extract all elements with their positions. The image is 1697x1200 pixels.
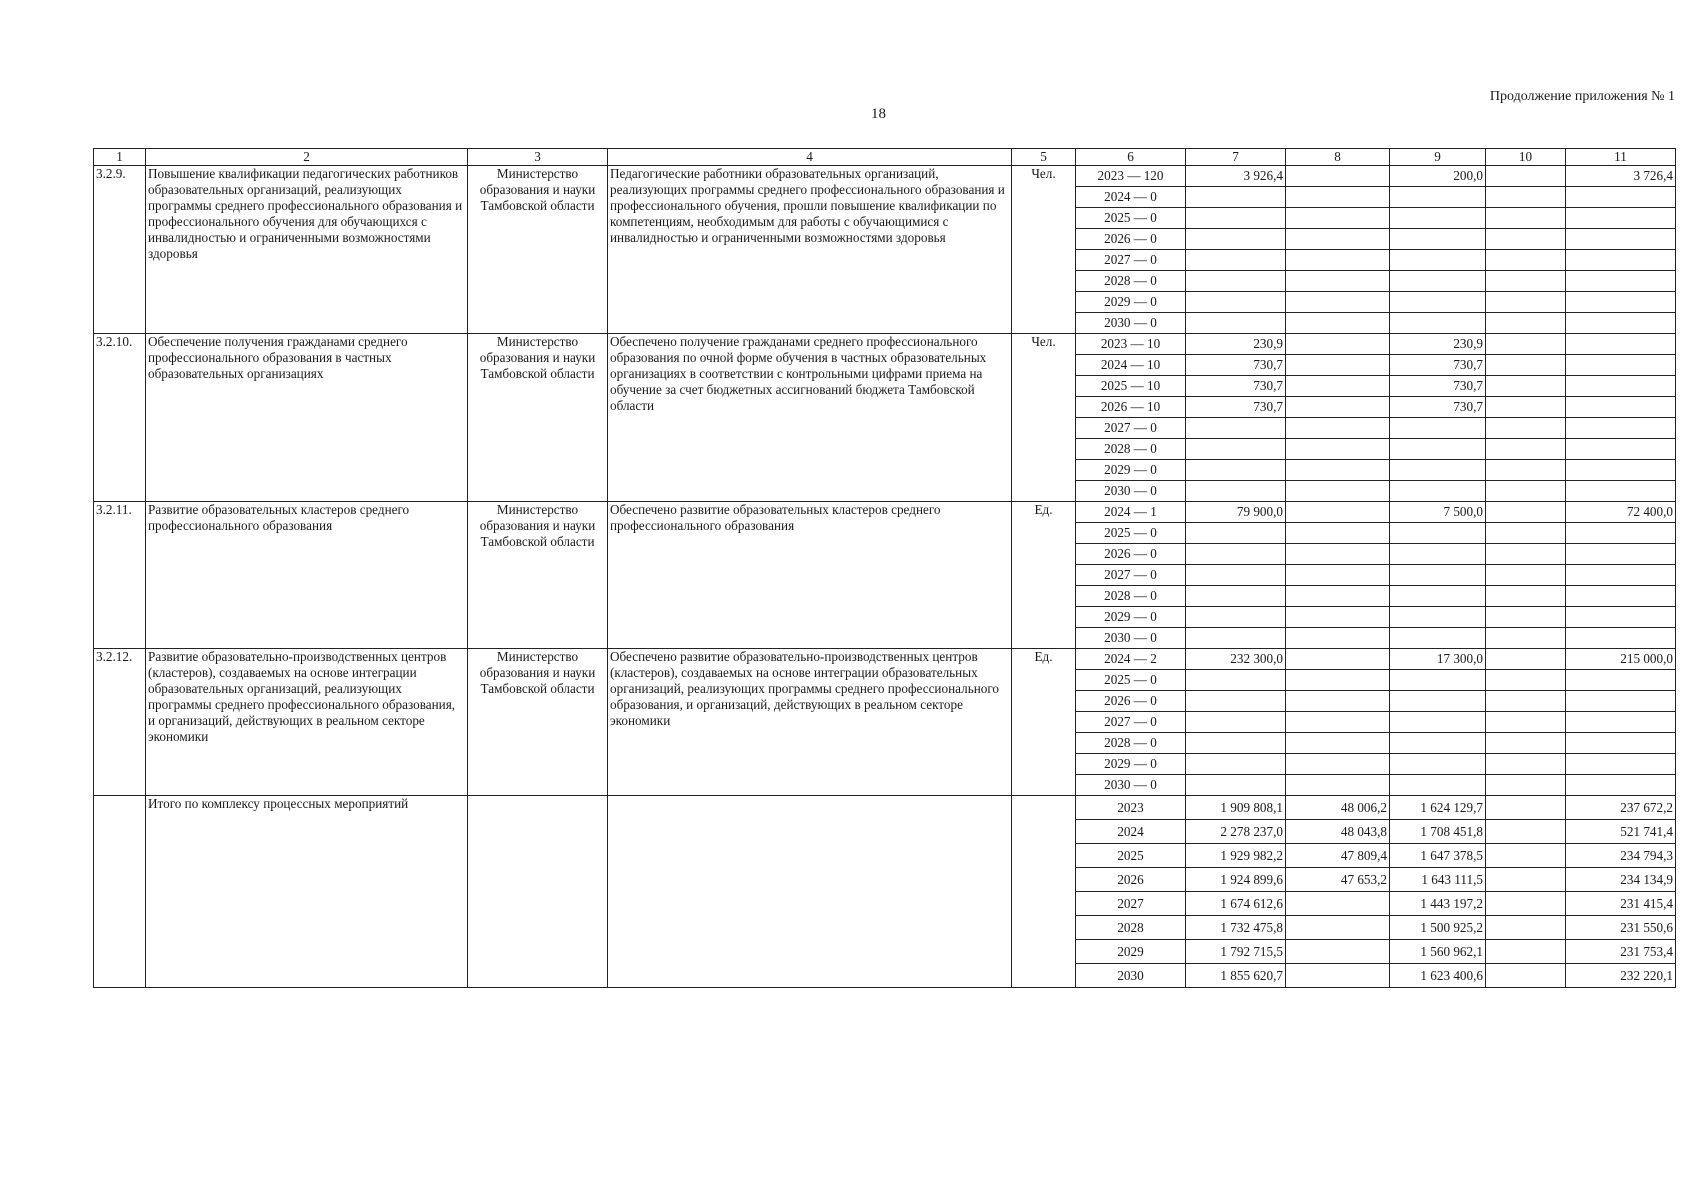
value-cell-c7 <box>1186 691 1286 712</box>
value-cell-c9 <box>1390 607 1486 628</box>
value-cell-c8 <box>1286 712 1390 733</box>
value-cell-c7: 3 926,4 <box>1186 166 1286 187</box>
value-cell-c7 <box>1186 586 1286 607</box>
value-cell-c11 <box>1566 355 1676 376</box>
column-header: 6 <box>1076 149 1186 166</box>
column-header: 5 <box>1012 149 1076 166</box>
year-cell: 2024 — 10 <box>1076 355 1186 376</box>
table-row <box>94 649 1676 670</box>
value-cell-c7: 2 278 237,0 <box>1186 820 1286 844</box>
value-cell-c10 <box>1486 628 1566 649</box>
value-cell-c9 <box>1390 439 1486 460</box>
value-cell-c11 <box>1566 187 1676 208</box>
year-cell: 2027 <box>1076 892 1186 916</box>
value-cell-c8: 47 809,4 <box>1286 844 1390 868</box>
value-cell-c9 <box>1390 712 1486 733</box>
measure-name: Повышение квалификации педагогических работников образовательных организаций, реализующих программы среднего профессионального образования и профессионального обучения для обучающихся с инвалидностью и ограниченными возможностями здоровья <box>146 166 468 334</box>
value-cell-c11 <box>1566 670 1676 691</box>
total-code-cell <box>94 796 146 988</box>
value-cell-c11: 3 726,4 <box>1566 166 1676 187</box>
value-cell-c7: 1 855 620,7 <box>1186 964 1286 988</box>
value-cell-c8 <box>1286 649 1390 670</box>
year-cell: 2029 — 0 <box>1076 754 1186 775</box>
unit-of-measure: Чел. <box>1012 166 1076 334</box>
year-cell: 2028 — 0 <box>1076 439 1186 460</box>
value-cell-c8 <box>1286 892 1390 916</box>
value-cell-c9 <box>1390 187 1486 208</box>
value-cell-c7 <box>1186 481 1286 502</box>
value-cell-c9 <box>1390 628 1486 649</box>
value-cell-c7 <box>1186 607 1286 628</box>
measure-name: Развитие образовательных кластеров среднего профессионального образования <box>146 502 468 649</box>
value-cell-c11 <box>1566 481 1676 502</box>
value-cell-c9: 730,7 <box>1390 376 1486 397</box>
total-ministry-cell <box>468 796 608 988</box>
value-cell-c11: 215 000,0 <box>1566 649 1676 670</box>
value-cell-c7: 1 909 808,1 <box>1186 796 1286 820</box>
value-cell-c8 <box>1286 481 1390 502</box>
value-cell-c7: 730,7 <box>1186 397 1286 418</box>
value-cell-c11: 231 415,4 <box>1566 892 1676 916</box>
year-cell: 2030 — 0 <box>1076 481 1186 502</box>
value-cell-c8 <box>1286 271 1390 292</box>
value-cell-c11 <box>1566 292 1676 313</box>
page-number: 18 <box>871 106 886 122</box>
value-cell-c8 <box>1286 775 1390 796</box>
value-cell-c9: 7 500,0 <box>1390 502 1486 523</box>
value-cell-c8 <box>1286 670 1390 691</box>
value-cell-c10 <box>1486 565 1566 586</box>
value-cell-c7: 79 900,0 <box>1186 502 1286 523</box>
value-cell-c10 <box>1486 868 1566 892</box>
value-cell-c8 <box>1286 187 1390 208</box>
year-cell: 2030 — 0 <box>1076 313 1186 334</box>
value-cell-c7 <box>1186 271 1286 292</box>
year-cell: 2025 — 0 <box>1076 670 1186 691</box>
value-cell-c10 <box>1486 940 1566 964</box>
value-cell-c9: 1 643 111,5 <box>1390 868 1486 892</box>
value-cell-c8 <box>1286 691 1390 712</box>
value-cell-c10 <box>1486 250 1566 271</box>
value-cell-c7 <box>1186 523 1286 544</box>
value-cell-c10 <box>1486 397 1566 418</box>
responsible-ministry: Министерство образования и науки Тамбовской области <box>468 166 608 334</box>
column-header: 1 <box>94 149 146 166</box>
year-cell: 2024 — 0 <box>1076 187 1186 208</box>
value-cell-c11 <box>1566 544 1676 565</box>
value-cell-c9: 1 623 400,6 <box>1390 964 1486 988</box>
value-cell-c10 <box>1486 355 1566 376</box>
measure-result: Обеспечено развитие образовательно-производственных центров (кластеров), создаваемых на основе интеграции образовательных организаций, реализующих программы среднего профессионального образования, и организаций, действующих в реальном секторе экономики <box>608 649 1012 796</box>
value-cell-c11 <box>1566 460 1676 481</box>
responsible-ministry: Министерство образования и науки Тамбовской области <box>468 334 608 502</box>
value-cell-c10 <box>1486 523 1566 544</box>
value-cell-c9 <box>1390 460 1486 481</box>
value-cell-c8 <box>1286 523 1390 544</box>
year-cell: 2030 <box>1076 964 1186 988</box>
value-cell-c7 <box>1186 460 1286 481</box>
value-cell-c9 <box>1390 754 1486 775</box>
value-cell-c10 <box>1486 775 1566 796</box>
year-cell: 2025 — 0 <box>1076 208 1186 229</box>
value-cell-c11 <box>1566 439 1676 460</box>
value-cell-c11: 234 134,9 <box>1566 868 1676 892</box>
value-cell-c7 <box>1186 229 1286 250</box>
value-cell-c7: 1 674 612,6 <box>1186 892 1286 916</box>
value-cell-c11: 232 220,1 <box>1566 964 1676 988</box>
year-cell: 2030 — 0 <box>1076 775 1186 796</box>
value-cell-c9 <box>1390 292 1486 313</box>
year-cell: 2029 — 0 <box>1076 607 1186 628</box>
value-cell-c9: 730,7 <box>1390 397 1486 418</box>
value-cell-c8 <box>1286 334 1390 355</box>
total-label: Итого по комплексу процессных мероприятий <box>146 796 468 988</box>
value-cell-c7 <box>1186 628 1286 649</box>
value-cell-c8 <box>1286 250 1390 271</box>
value-cell-c7 <box>1186 712 1286 733</box>
year-cell: 2024 — 1 <box>1076 502 1186 523</box>
value-cell-c7 <box>1186 187 1286 208</box>
value-cell-c10 <box>1486 271 1566 292</box>
value-cell-c11 <box>1566 334 1676 355</box>
year-cell: 2027 — 0 <box>1076 712 1186 733</box>
value-cell-c10 <box>1486 481 1566 502</box>
year-cell: 2023 — 120 <box>1076 166 1186 187</box>
value-cell-c11 <box>1566 250 1676 271</box>
value-cell-c10 <box>1486 292 1566 313</box>
value-cell-c8 <box>1286 292 1390 313</box>
value-cell-c9 <box>1390 523 1486 544</box>
value-cell-c7 <box>1186 670 1286 691</box>
value-cell-c8 <box>1286 229 1390 250</box>
value-cell-c11 <box>1566 607 1676 628</box>
column-header: 9 <box>1390 149 1486 166</box>
measure-result: Обеспечено развитие образовательных кластеров среднего профессионального образования <box>608 502 1012 649</box>
value-cell-c10 <box>1486 376 1566 397</box>
value-cell-c8 <box>1286 628 1390 649</box>
column-header: 7 <box>1186 149 1286 166</box>
value-cell-c9 <box>1390 250 1486 271</box>
value-cell-c11 <box>1566 208 1676 229</box>
total-row <box>94 796 1676 820</box>
value-cell-c7 <box>1186 754 1286 775</box>
value-cell-c10 <box>1486 166 1566 187</box>
value-cell-c11 <box>1566 271 1676 292</box>
value-cell-c11 <box>1566 229 1676 250</box>
value-cell-c9 <box>1390 481 1486 502</box>
value-cell-c8 <box>1286 460 1390 481</box>
value-cell-c11 <box>1566 691 1676 712</box>
measure-name: Обеспечение получения гражданами среднего профессионального образования в частных образовательных организациях <box>146 334 468 502</box>
value-cell-c9 <box>1390 586 1486 607</box>
value-cell-c9: 1 443 197,2 <box>1390 892 1486 916</box>
table-row <box>94 166 1676 187</box>
year-cell: 2029 <box>1076 940 1186 964</box>
column-header: 2 <box>146 149 468 166</box>
column-header: 4 <box>608 149 1012 166</box>
unit-of-measure: Ед. <box>1012 502 1076 649</box>
value-cell-c8 <box>1286 733 1390 754</box>
value-cell-c9 <box>1390 229 1486 250</box>
value-cell-c8 <box>1286 754 1390 775</box>
year-cell: 2027 — 0 <box>1076 250 1186 271</box>
year-cell: 2023 <box>1076 796 1186 820</box>
column-header: 8 <box>1286 149 1390 166</box>
responsible-ministry: Министерство образования и науки Тамбовской области <box>468 649 608 796</box>
value-cell-c7: 230,9 <box>1186 334 1286 355</box>
value-cell-c8 <box>1286 439 1390 460</box>
year-cell: 2025 <box>1076 844 1186 868</box>
value-cell-c8 <box>1286 376 1390 397</box>
value-cell-c10 <box>1486 670 1566 691</box>
measure-code: 3.2.11. <box>94 502 146 649</box>
unit-of-measure: Ед. <box>1012 649 1076 796</box>
value-cell-c11: 234 794,3 <box>1566 844 1676 868</box>
value-cell-c7: 1 924 899,6 <box>1186 868 1286 892</box>
value-cell-c7: 730,7 <box>1186 355 1286 376</box>
year-cell: 2027 — 0 <box>1076 565 1186 586</box>
measures-table <box>93 148 1676 988</box>
value-cell-c11 <box>1566 313 1676 334</box>
table-row <box>94 334 1676 355</box>
year-cell: 2025 — 0 <box>1076 523 1186 544</box>
column-header: 3 <box>468 149 608 166</box>
value-cell-c11: 237 672,2 <box>1566 796 1676 820</box>
value-cell-c7 <box>1186 439 1286 460</box>
value-cell-c11 <box>1566 775 1676 796</box>
unit-of-measure: Чел. <box>1012 334 1076 502</box>
value-cell-c10 <box>1486 892 1566 916</box>
value-cell-c8 <box>1286 607 1390 628</box>
column-header: 11 <box>1566 149 1676 166</box>
value-cell-c10 <box>1486 820 1566 844</box>
value-cell-c11 <box>1566 523 1676 544</box>
value-cell-c7 <box>1186 565 1286 586</box>
measure-name: Развитие образовательно-производственных центров (кластеров), создаваемых на основе интеграции образовательных организаций, реализующих программы среднего профессионального образования, и организаций, действующих в реальном секторе экономики <box>146 649 468 796</box>
value-cell-c11 <box>1566 565 1676 586</box>
value-cell-c9: 1 560 962,1 <box>1390 940 1486 964</box>
value-cell-c11: 231 753,4 <box>1566 940 1676 964</box>
year-cell: 2029 — 0 <box>1076 292 1186 313</box>
value-cell-c9 <box>1390 670 1486 691</box>
value-cell-c8 <box>1286 502 1390 523</box>
value-cell-c9 <box>1390 271 1486 292</box>
year-cell: 2026 <box>1076 868 1186 892</box>
value-cell-c8 <box>1286 940 1390 964</box>
value-cell-c8 <box>1286 586 1390 607</box>
value-cell-c10 <box>1486 607 1566 628</box>
value-cell-c10 <box>1486 460 1566 481</box>
year-cell: 2026 — 0 <box>1076 691 1186 712</box>
value-cell-c8: 48 043,8 <box>1286 820 1390 844</box>
value-cell-c7: 1 792 715,5 <box>1186 940 1286 964</box>
value-cell-c10 <box>1486 649 1566 670</box>
value-cell-c10 <box>1486 313 1566 334</box>
value-cell-c11: 231 550,6 <box>1566 916 1676 940</box>
value-cell-c10 <box>1486 691 1566 712</box>
value-cell-c9 <box>1390 208 1486 229</box>
measure-result: Педагогические работники образовательных организаций, реализующих программы среднего профессионального образования и профессионального обучения, прошли повышение квалификации по компетенциям, необходимым для работы с обучающимися с инвалидностью и ограниченными возможностями здоровья <box>608 166 1012 334</box>
value-cell-c9 <box>1390 313 1486 334</box>
value-cell-c9: 1 647 378,5 <box>1390 844 1486 868</box>
value-cell-c8: 48 006,2 <box>1286 796 1390 820</box>
value-cell-c9: 1 624 129,7 <box>1390 796 1486 820</box>
value-cell-c7: 232 300,0 <box>1186 649 1286 670</box>
value-cell-c8 <box>1286 166 1390 187</box>
year-cell: 2023 — 10 <box>1076 334 1186 355</box>
value-cell-c10 <box>1486 502 1566 523</box>
value-cell-c11: 72 400,0 <box>1566 502 1676 523</box>
value-cell-c8 <box>1286 355 1390 376</box>
value-cell-c11 <box>1566 397 1676 418</box>
value-cell-c7: 730,7 <box>1186 376 1286 397</box>
year-cell: 2028 — 0 <box>1076 733 1186 754</box>
value-cell-c7 <box>1186 250 1286 271</box>
year-cell: 2028 — 0 <box>1076 586 1186 607</box>
value-cell-c9 <box>1390 775 1486 796</box>
responsible-ministry: Министерство образования и науки Тамбовской области <box>468 502 608 649</box>
value-cell-c11 <box>1566 376 1676 397</box>
value-cell-c10 <box>1486 334 1566 355</box>
value-cell-c7 <box>1186 775 1286 796</box>
value-cell-c9: 1 500 925,2 <box>1390 916 1486 940</box>
table-row <box>94 502 1676 523</box>
measure-code: 3.2.12. <box>94 649 146 796</box>
value-cell-c11 <box>1566 586 1676 607</box>
year-cell: 2029 — 0 <box>1076 460 1186 481</box>
year-cell: 2025 — 10 <box>1076 376 1186 397</box>
value-cell-c9 <box>1390 418 1486 439</box>
value-cell-c11 <box>1566 712 1676 733</box>
value-cell-c10 <box>1486 916 1566 940</box>
value-cell-c9: 1 708 451,8 <box>1390 820 1486 844</box>
value-cell-c10 <box>1486 964 1566 988</box>
total-unit-cell <box>1012 796 1076 988</box>
year-cell: 2026 — 0 <box>1076 229 1186 250</box>
value-cell-c7 <box>1186 313 1286 334</box>
total-result-cell <box>608 796 1012 988</box>
value-cell-c9: 730,7 <box>1390 355 1486 376</box>
value-cell-c9: 230,9 <box>1390 334 1486 355</box>
value-cell-c8 <box>1286 313 1390 334</box>
value-cell-c9: 17 300,0 <box>1390 649 1486 670</box>
year-cell: 2027 — 0 <box>1076 418 1186 439</box>
column-number-row <box>94 149 1676 166</box>
year-cell: 2026 — 10 <box>1076 397 1186 418</box>
year-cell: 2024 <box>1076 820 1186 844</box>
year-cell: 2028 <box>1076 916 1186 940</box>
measure-code: 3.2.10. <box>94 334 146 502</box>
value-cell-c10 <box>1486 208 1566 229</box>
value-cell-c10 <box>1486 229 1566 250</box>
value-cell-c8 <box>1286 964 1390 988</box>
value-cell-c8 <box>1286 565 1390 586</box>
value-cell-c8 <box>1286 397 1390 418</box>
value-cell-c7: 1 732 475,8 <box>1186 916 1286 940</box>
year-cell: 2028 — 0 <box>1076 271 1186 292</box>
year-cell: 2026 — 0 <box>1076 544 1186 565</box>
value-cell-c8 <box>1286 916 1390 940</box>
value-cell-c9 <box>1390 544 1486 565</box>
value-cell-c11 <box>1566 418 1676 439</box>
value-cell-c11: 521 741,4 <box>1566 820 1676 844</box>
value-cell-c10 <box>1486 586 1566 607</box>
year-cell: 2024 — 2 <box>1076 649 1186 670</box>
value-cell-c8 <box>1286 544 1390 565</box>
value-cell-c10 <box>1486 754 1566 775</box>
value-cell-c11 <box>1566 628 1676 649</box>
value-cell-c10 <box>1486 439 1566 460</box>
value-cell-c10 <box>1486 418 1566 439</box>
value-cell-c9 <box>1390 733 1486 754</box>
value-cell-c10 <box>1486 844 1566 868</box>
measure-code: 3.2.9. <box>94 166 146 334</box>
appendix-header: Продолжение приложения № 1 <box>1489 89 1675 104</box>
value-cell-c11 <box>1566 733 1676 754</box>
year-cell: 2030 — 0 <box>1076 628 1186 649</box>
value-cell-c9 <box>1390 565 1486 586</box>
value-cell-c7 <box>1186 733 1286 754</box>
measure-result: Обеспечено получение гражданами среднего профессионального образования по очной форме обучения в частных образовательных организациях в соответствии с контрольными цифрами приема на обучение за счет бюджетных ассигнований бюджета Тамбовской области <box>608 334 1012 502</box>
value-cell-c10 <box>1486 712 1566 733</box>
column-header: 10 <box>1486 149 1566 166</box>
value-cell-c8: 47 653,2 <box>1286 868 1390 892</box>
value-cell-c10 <box>1486 796 1566 820</box>
value-cell-c7 <box>1186 208 1286 229</box>
value-cell-c10 <box>1486 544 1566 565</box>
value-cell-c8 <box>1286 418 1390 439</box>
value-cell-c10 <box>1486 187 1566 208</box>
value-cell-c7: 1 929 982,2 <box>1186 844 1286 868</box>
value-cell-c10 <box>1486 733 1566 754</box>
value-cell-c9 <box>1390 691 1486 712</box>
value-cell-c11 <box>1566 754 1676 775</box>
value-cell-c7 <box>1186 418 1286 439</box>
value-cell-c7 <box>1186 544 1286 565</box>
value-cell-c8 <box>1286 208 1390 229</box>
value-cell-c7 <box>1186 292 1286 313</box>
value-cell-c9: 200,0 <box>1390 166 1486 187</box>
